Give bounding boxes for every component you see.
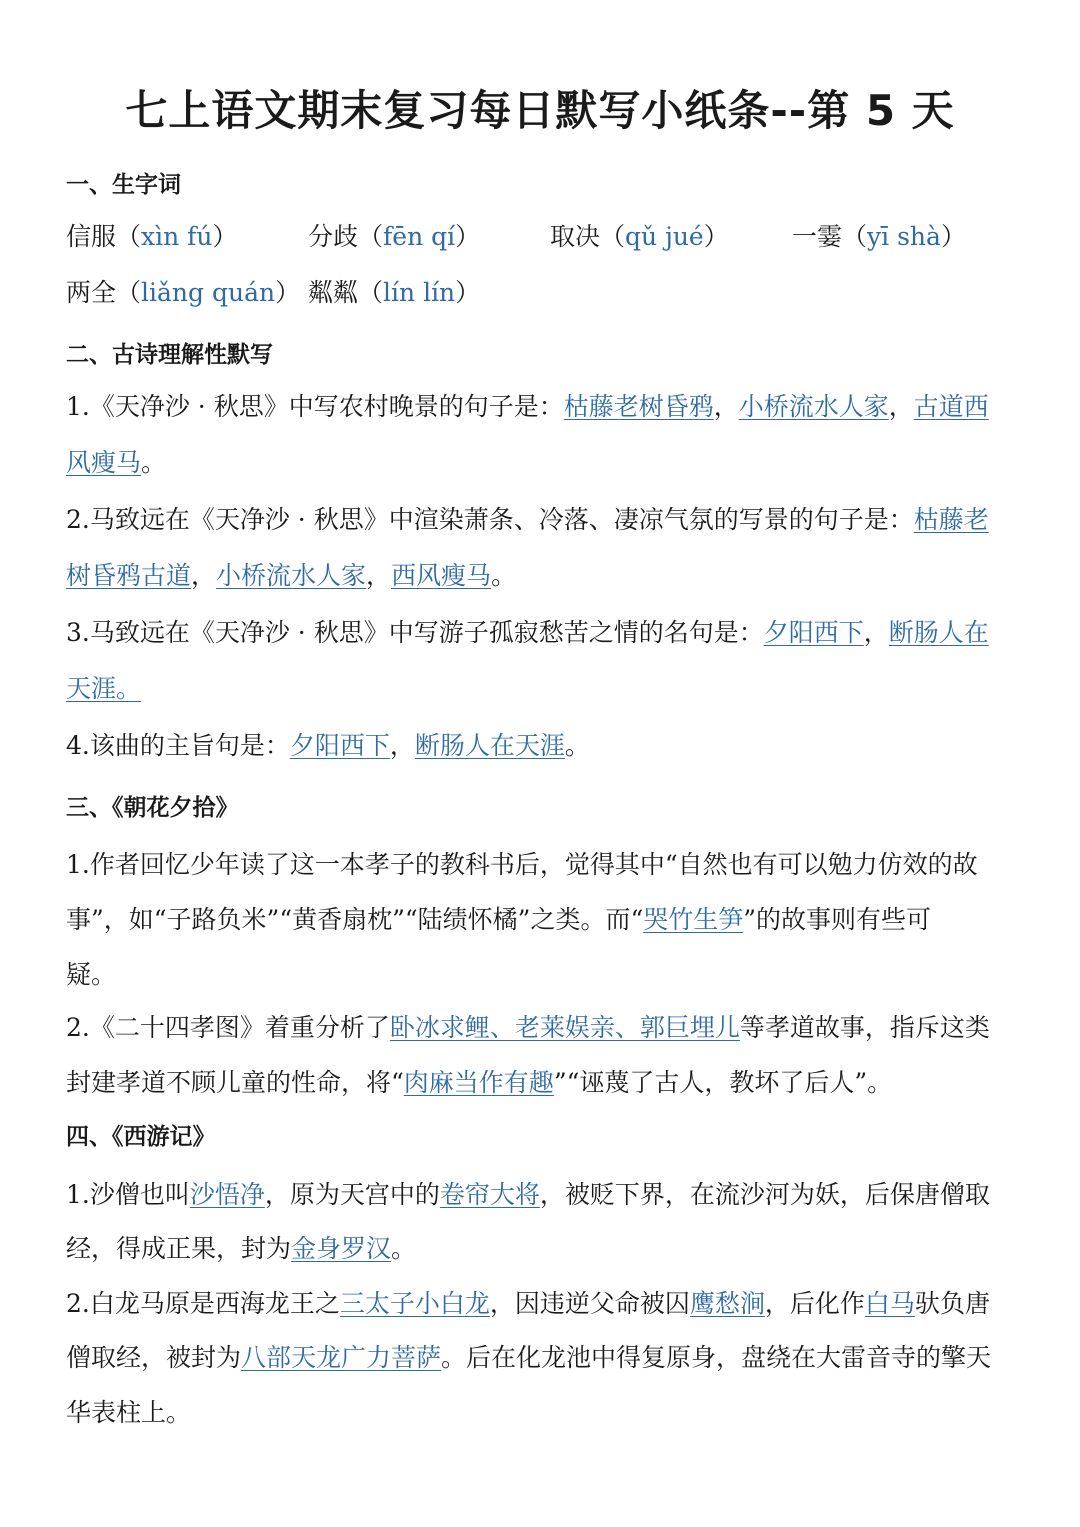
- vocab-pinyin: lín lín: [383, 278, 456, 307]
- vocab-item: [550, 220, 729, 254]
- body-text: ”“诬蔑了古人，教坏了后人”。: [553, 1068, 893, 1097]
- vocab-item: [66, 220, 238, 254]
- section-heading-zhaohua: 三、《朝花夕拾》: [66, 795, 239, 821]
- vocab-pinyin: qǔ jué: [625, 222, 704, 251]
- answer-text: 卧冰求鲤、老莱娱亲、郭巨埋儿: [389, 1013, 740, 1042]
- section-heading-xiyouji: 四、《西游记》: [66, 1124, 216, 1150]
- body-text: 经，得成正果，封为: [66, 1234, 292, 1263]
- answer-text: 卷帘大将: [439, 1180, 540, 1209]
- text-line: [66, 390, 989, 424]
- section-heading-vocab: 一、生字词: [66, 172, 181, 198]
- answer-text: 沙悟净: [189, 1180, 265, 1209]
- text-line: [66, 446, 166, 480]
- answer-text: 古道西: [913, 392, 989, 421]
- body-text: ，: [863, 618, 889, 647]
- body-text: 华表柱上。: [66, 1398, 192, 1427]
- body-text: 。: [141, 448, 167, 477]
- answer-text: 白马: [864, 1289, 915, 1318]
- vocab-pinyin: fēn qí: [383, 222, 456, 251]
- body-text: ，: [389, 731, 415, 760]
- body-text: 。: [491, 561, 517, 590]
- body-text: 1.作者回忆少年读了这一本孝子的教科书后，觉得其中“自然也有可以勉力仿效的故: [66, 850, 978, 879]
- paren-left: （: [116, 222, 142, 251]
- vocab-item: [66, 276, 300, 310]
- paren-left: （: [358, 278, 384, 307]
- body-text: 1.《天净沙 · 秋思》中写农村晚景的句子是：: [66, 392, 564, 421]
- paren-right: ）: [703, 222, 729, 251]
- text-line: [66, 1396, 191, 1430]
- answer-text: 金身罗汉: [291, 1234, 392, 1263]
- paren-right: ）: [940, 222, 966, 251]
- vocab-word: 两全: [66, 278, 117, 307]
- body-text: ，: [713, 392, 739, 421]
- body-text: 等孝道故事，指斥这类: [739, 1013, 990, 1042]
- vocab-pinyin: liǎng quán: [141, 278, 276, 307]
- body-text: 2.马致远在《天净沙 · 秋思》中渲染萧条、冷落、凄凉气氛的写景的句子是：: [66, 505, 914, 534]
- text-line: [66, 848, 978, 882]
- section-heading-poetry: 二、古诗理解性默写: [66, 342, 273, 368]
- body-text: ，: [888, 392, 914, 421]
- vocab-word: 分歧: [308, 222, 359, 251]
- paren-left: （: [842, 222, 868, 251]
- answer-text: 三太子小白龙: [339, 1289, 490, 1318]
- body-text: 1.沙僧也叫: [66, 1180, 190, 1209]
- answer-text: 夕阳西下: [763, 618, 864, 647]
- answer-text: 肉麻当作有趣: [403, 1068, 554, 1097]
- paren-left: （: [358, 222, 384, 251]
- body-text: ，原为天宫中的: [264, 1180, 440, 1209]
- paren-right: ）: [275, 278, 301, 307]
- answer-text: 断肠人在: [888, 618, 989, 647]
- paren-left: （: [600, 222, 626, 251]
- text-line: [66, 1011, 990, 1045]
- body-text: ，: [191, 561, 217, 590]
- vocab-item: [792, 220, 966, 254]
- vocab-word: 一霎: [792, 222, 843, 251]
- body-text: 驮负唐: [914, 1289, 990, 1318]
- body-text: ，: [366, 561, 392, 590]
- answer-text: 西风瘦马: [391, 561, 492, 590]
- text-line: [66, 1341, 991, 1375]
- body-text: 。: [391, 1234, 417, 1263]
- vocab-pinyin: yī shà: [867, 222, 941, 251]
- body-text: 2.《二十四孝图》着重分析了: [66, 1013, 390, 1042]
- text-line: [66, 903, 931, 937]
- body-text: ”的故事则有些可: [743, 905, 932, 934]
- text-line: [66, 1178, 990, 1212]
- text-line: [66, 672, 141, 706]
- body-text: 事”，如“子路负米”“黄香扇枕”“陆绩怀橘”之类。而“: [66, 905, 644, 934]
- answer-text: 鹰愁涧: [689, 1289, 765, 1318]
- paren-right: ）: [212, 222, 238, 251]
- body-text: 。: [564, 731, 590, 760]
- body-text: 封建孝道不顾儿童的性命，将“: [66, 1068, 404, 1097]
- answer-text: 哭竹生笋: [643, 905, 744, 934]
- text-line: [66, 1066, 892, 1100]
- body-text: ，后化作: [764, 1289, 865, 1318]
- text-line: [66, 1287, 990, 1321]
- text-line: [66, 1232, 416, 1266]
- text-line: [66, 729, 590, 763]
- answer-text: 八部天龙广力菩萨: [241, 1343, 442, 1372]
- text-line: [66, 616, 989, 650]
- answer-text: 枯藤老树昏鸦: [563, 392, 714, 421]
- answer-text: 枯藤老: [913, 505, 989, 534]
- vocab-item: [308, 276, 480, 310]
- paren-right: ）: [455, 278, 481, 307]
- answer-text: 小桥流水人家: [738, 392, 889, 421]
- vocab-word: 信服: [66, 222, 117, 251]
- body-text: 3.马致远在《天净沙 · 秋思》中写游子孤寂愁苦之情的名句是：: [66, 618, 764, 647]
- vocab-word: 粼粼: [308, 278, 359, 307]
- answer-text: 天涯。: [66, 674, 142, 703]
- answer-text: 小桥流水人家: [216, 561, 367, 590]
- answer-text: 断肠人在天涯: [414, 731, 565, 760]
- page-title: 七上语文期末复习每日默写小纸条--第 5 天: [125, 86, 955, 135]
- body-text: 僧取经，被封为: [66, 1343, 242, 1372]
- body-text: 疑。: [66, 960, 117, 989]
- paren-left: （: [116, 278, 142, 307]
- text-line: [66, 559, 516, 593]
- body-text: 。后在化龙池中得复原身，盘绕在大雷音寺的擎天: [441, 1343, 992, 1372]
- answer-text: 树昏鸦古道: [66, 561, 192, 590]
- vocab-word: 取决: [550, 222, 601, 251]
- body-text: ，被贬下界，在流沙河为妖，后保唐僧取: [539, 1180, 990, 1209]
- text-line: [66, 503, 989, 537]
- paren-right: ）: [455, 222, 481, 251]
- body-text: 4.该曲的主旨句是：: [66, 731, 290, 760]
- body-text: ，因违逆父命被囚: [489, 1289, 690, 1318]
- text-line: [66, 958, 116, 992]
- vocab-pinyin: xìn fú: [141, 222, 213, 251]
- vocab-item: [308, 220, 480, 254]
- body-text: 2.白龙马原是西海龙王之: [66, 1289, 340, 1318]
- answer-text: 夕阳西下: [289, 731, 390, 760]
- answer-text: 风瘦马: [66, 448, 142, 477]
